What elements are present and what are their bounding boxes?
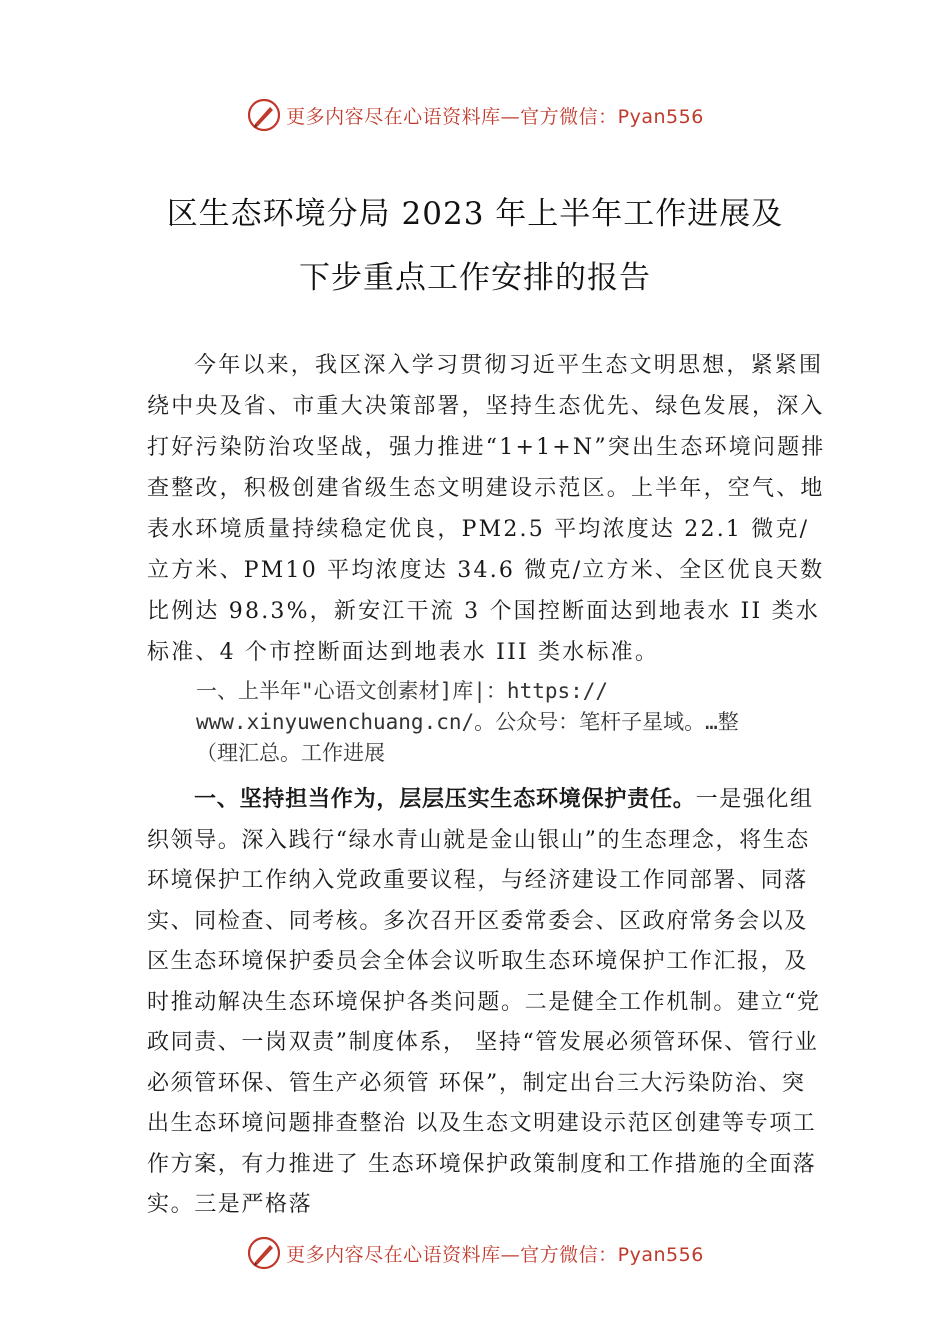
section-heading-line-1: 一、上半年"心语文创素材]库|：https:// (196, 679, 609, 703)
pen-circle-icon (246, 97, 282, 133)
document-title-line-1: 区生态环境分局 2023 年上半年工作进展及 (166, 196, 784, 232)
section-heading-line-3: （理汇总。工作进展 (196, 741, 385, 765)
banner-wechat-id: Pyan556 (617, 1243, 704, 1266)
section-heading-line-2: www.xinyuwenchuang.cn/。公众号：笔杆子星域。…整 (196, 710, 739, 734)
intro-paragraph: 今年以来，我区深入学习贯彻习近平生态文明思想，紧紧围绕中央及省、市重大决策部署，坚持生态优先、绿色发展，深入打好污染防治攻坚战，强力推进“1+1+N”突出生态环境问题排查整改，积极创建省级生态文明建设示范区。上半年，空气、地表水环境质量持续稳定优良，PM2.5 平均浓度达 22.1 微克/立方米、PM10 平均浓度达 34.6 微克/立方米、全区优良天数比例达 98.3%，新安江干流 3 个国控断面达到地表水 II 类水标准、4 个市控断面达到地表水 III 类水标准。 (147, 353, 826, 665)
document-title-line-2: 下步重点工作安排的报告 (299, 260, 651, 296)
point-1-heading: 一、坚持担当作为，层层压实生态环境保护责任。 (194, 787, 696, 812)
pen-circle-icon (246, 1235, 282, 1271)
footer-watermark-banner (0, 1233, 950, 1273)
banner-text: 更多内容尽在心语资料库—官方微信：Pyan556 (286, 1243, 704, 1266)
header-watermark-banner (0, 95, 950, 135)
section-heading (196, 676, 796, 769)
banner-text: 更多内容尽在心语资料库—官方微信：Pyan556 (286, 105, 704, 128)
banner-wechat-id: Pyan556 (617, 105, 704, 128)
point-1-body: 一是强化组织领导。深入践行“绿水青山就是金山银山”的生态理念，将生态环境保护工作纳入党政重要议程，与经济建设工作同部署、同落实、同检查、同考核。多次召开区委常委会、区政府常务会以及区生态环境保护委员会全体会议听取生态环境保护工作汇报，及时推动解决生态环境保护各类问题。二是健全工作机制。建立“党政同责、一岗双责”制度体系， 坚持“管发展必须管环保、管行业必须管环保、管生产必须管 环保”，制定出台三大污染防治、突出生态环境问题排查整治 以及生态文明建设示范区创建等专项工作方案，有力推进了 生态环境保护政策制度和工作措施的全面落实。三是严格落 (147, 787, 821, 1217)
point-1-paragraph (147, 780, 827, 1226)
